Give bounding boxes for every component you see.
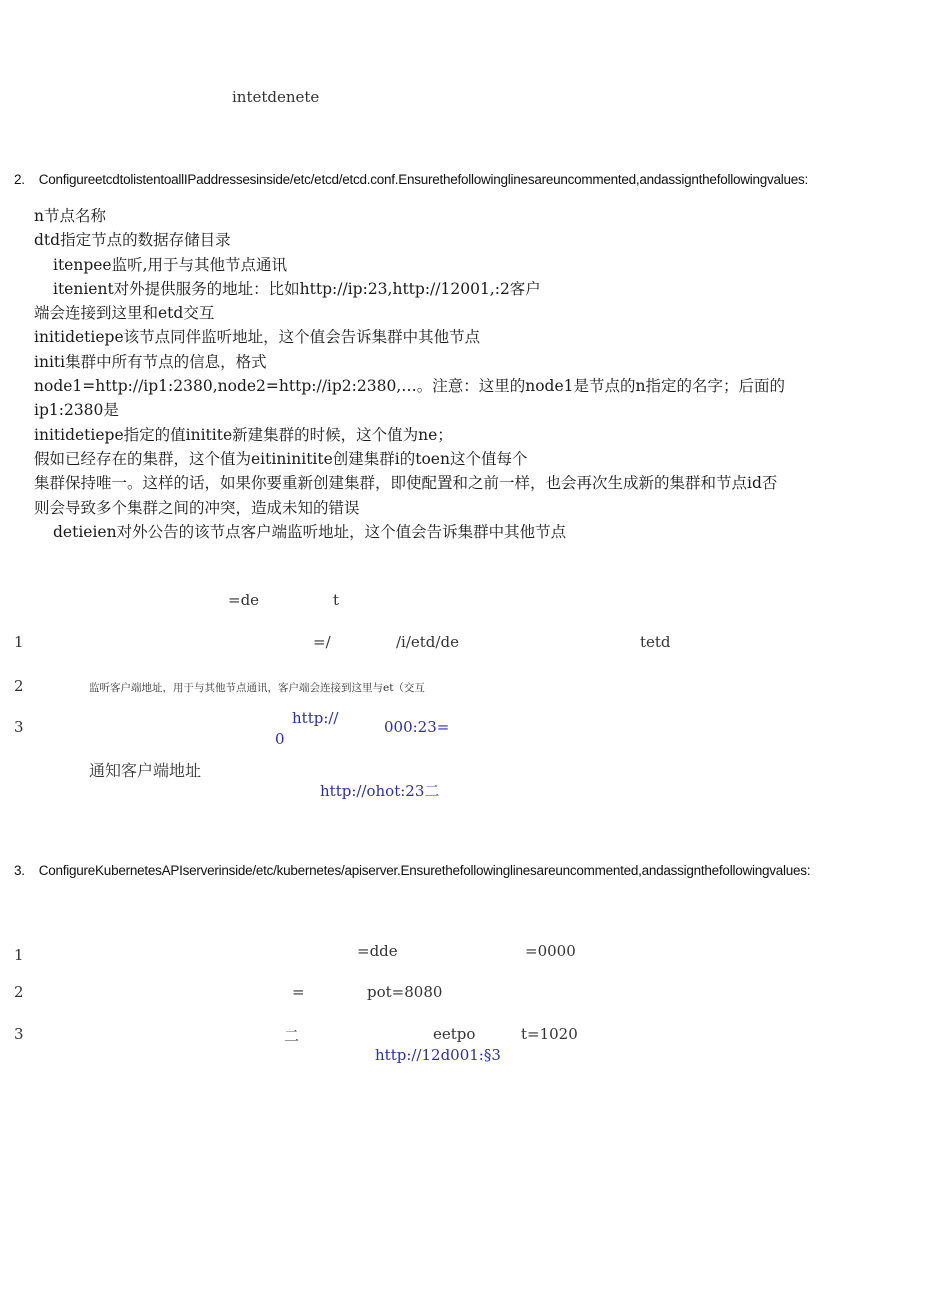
note-line: initidetiepe指定的值initite新建集群的时候，这个值为ne； [34,425,453,444]
note-line: itenient对外提供服务的地址：比如http://ip:23,http://12001,:2客户 [53,279,541,298]
step-3-heading [14,863,810,878]
note-line: detieien对外公告的该节点客户端监听地址，这个值会告诉集群中其他节点 [53,522,567,541]
url-fragment: http:// [292,709,339,727]
note-line: initidetiepe该节点同伴监听地址，这个值会告诉集群中其他节点 [34,328,481,347]
code-comment: 监听客户端地址，用于与其他节点通讯，客户端会连接到这里与et（交互 [89,682,425,694]
url-fragment: http://12d001:§3 [375,1046,501,1064]
code-fragment: pot=8080 [367,983,443,1001]
code-fragment: t [333,591,340,609]
code-fragment: =dde [357,942,398,960]
etcd-config-notes [34,204,914,544]
note-line: initi集群中所有节点的信息，格式 [34,352,267,371]
step-2-number: 2. [14,172,25,187]
code-fragment: =0000 [525,942,576,960]
note-line: dtd指定节点的数据存储目录 [34,231,231,250]
code-fragment: = [292,983,305,1001]
code-fragment: tetd [640,633,671,651]
note-line: 集群保持唯一。这样的话，如果你要重新创建集群，即使配置和之前一样，也会再次生成新的集群和节点id否 [34,474,778,493]
notify-label: 通知客户端地址 [89,761,202,780]
note-line: node1=http://ip1:2380,node2=http://ip2:2380,…。注意：这里的node1是节点的n指定的名字；后面的 [34,377,786,396]
line-number: 1 [14,633,24,651]
step-3-text: ConfigureKubernetesAPIserverinside/etc/kubernetes/apiserver.Ensurethefollowinglinesareuncommented,andassignthefollowingvalues: [38,863,811,878]
note-line: n节点名称 [34,207,106,225]
code-fragment: =/ [313,633,331,651]
line-number: 2 [14,677,24,695]
line-number: 1 [14,946,24,964]
url-fragment: 0 [275,730,285,748]
note-line: 端会连接到这里和etd交互 [34,304,215,323]
line-number: 2 [14,983,24,1001]
code-fragment: t=1020 [521,1025,578,1043]
step-3-number: 3. [14,863,25,878]
line-number: 3 [14,1025,24,1043]
note-line: itenpee监听,用于与其他节点通讯 [53,255,288,274]
top-fragment-text: intetdenete [232,88,320,106]
code-fragment: /i/etd/de [396,633,459,651]
line-number: 3 [14,718,24,736]
code-fragment: eetpo [433,1025,476,1043]
code-fragment: 二 [284,1027,300,1045]
notify-url: http://ohot:23二 [320,782,440,800]
note-line: ip1:2380是 [34,401,119,420]
url-fragment: 000:23= [384,718,450,736]
step-2-text: ConfigureetcdtolistentoallIPaddressesinside/etc/etcd/etcd.conf.Ensurethefollowinglinesareuncommented,andassignthefollowingvalues: [38,172,808,187]
code-fragment: =de [228,591,260,609]
note-line: 则会导致多个集群之间的冲突，造成未知的错误 [34,498,360,517]
step-2-heading [14,172,808,187]
note-line: 假如已经存在的集群，这个值为eitininitite创建集群i的toen这个值每个 [34,449,528,468]
